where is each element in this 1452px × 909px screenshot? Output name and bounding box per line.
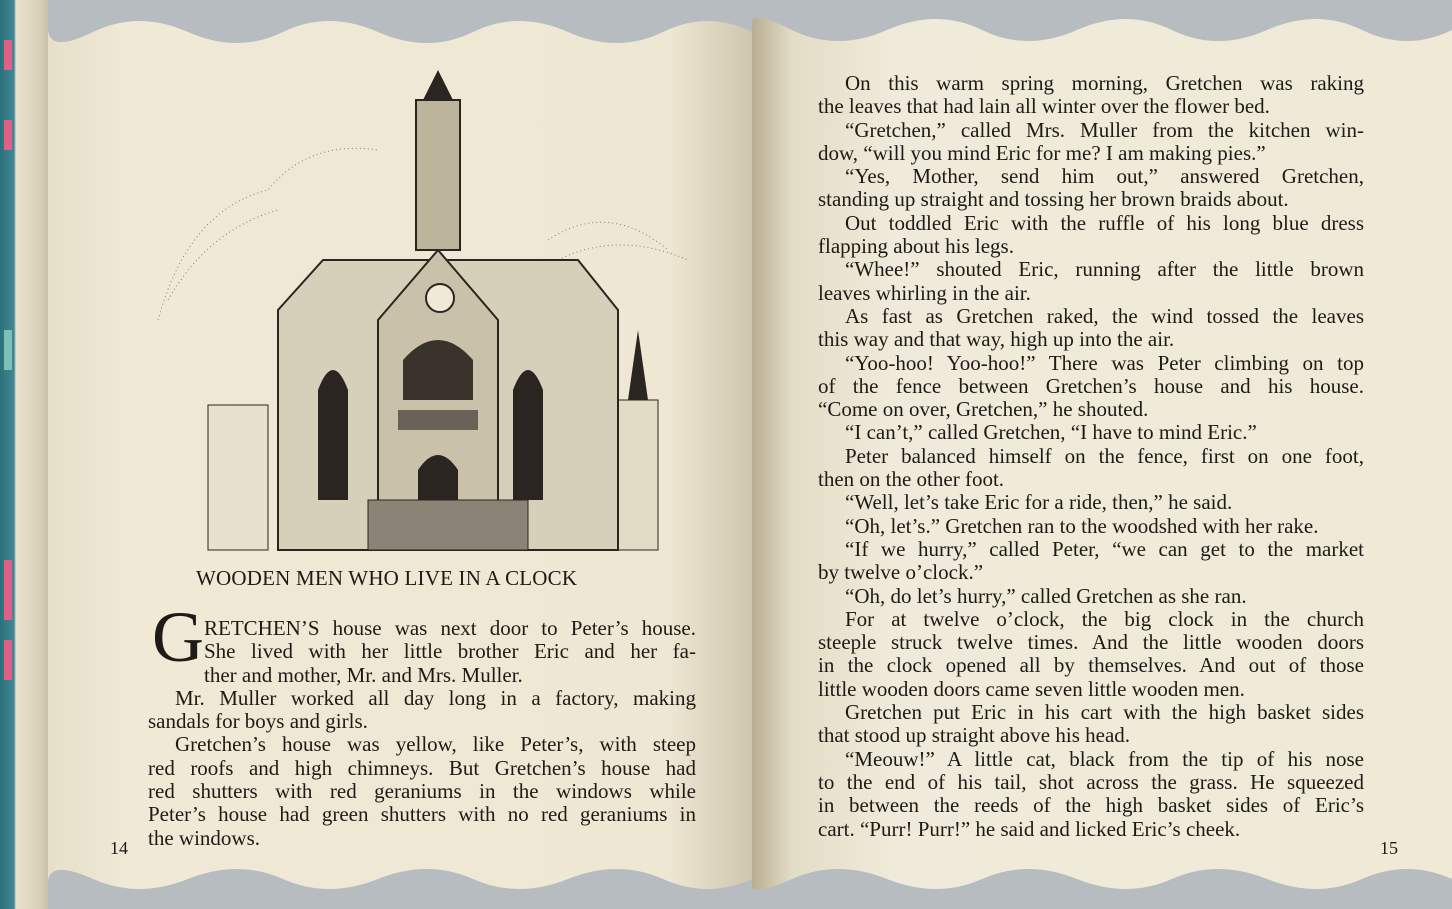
paragraph (818, 258, 1364, 305)
text-line: red roofs and high chimneys. But Gretchen’s house had (148, 755, 696, 780)
paragraph (818, 585, 1364, 608)
paragraph (818, 305, 1364, 352)
paragraph (818, 701, 1364, 748)
text-line: Gretchen put Eric in his cart with the high basket sides (845, 700, 1364, 725)
text-line: the windows. (148, 825, 260, 850)
text-line: ther and mother, Mr. and Mrs. Muller. (204, 662, 523, 687)
right-page (752, 0, 1452, 909)
text-line: As fast as Gretchen raked, the wind tossed the leaves (845, 303, 1364, 328)
text-line: to the end of his tail, shot across the grass. He squeezed (818, 769, 1364, 794)
paragraph (818, 748, 1364, 841)
text-line: by twelve o’clock.” (818, 560, 984, 585)
text-line: Out toddled Eric with the ruffle of his long blue dress (845, 210, 1364, 235)
right-page-text (818, 72, 1364, 841)
paragraph (818, 608, 1364, 701)
text-line: She lived with her little brother Eric and her fa- (204, 639, 696, 664)
paragraph (818, 515, 1364, 538)
paragraph (148, 687, 696, 734)
text-line: that stood up straight above his head. (818, 723, 1131, 748)
text-line: of the fence between Gretchen’s house and his house. (818, 373, 1364, 398)
text-line: cart. “Purr! Purr!” he said and licked Eric’s cheek. (818, 816, 1241, 841)
left-page (48, 0, 752, 909)
text-line: “Oh, let’s.” Gretchen ran to the woodshed with her rake. (845, 513, 1319, 538)
church-illustration (148, 60, 708, 555)
text-line: flapping about his legs. (818, 234, 1014, 259)
paragraph (818, 538, 1364, 585)
text-line: the leaves that had lain all winter over the flower bed. (818, 94, 1270, 119)
text-line: RETCHEN’S house was next door to Peter’s house. (204, 616, 696, 640)
paragraph (818, 119, 1364, 166)
text-line: little wooden doors came seven little wooden men. (818, 676, 1245, 701)
text-line: Peter’s house had green shutters with no red geraniums in (148, 802, 696, 827)
top-wave-border (752, 0, 1452, 60)
text-line: “Whee!” shouted Eric, running after the little brown (845, 257, 1364, 282)
text-line: in the clock opened all by themselves. And out of those (818, 653, 1364, 678)
text-line: Peter balanced himself on the fence, first on one foot, (845, 443, 1364, 468)
text-line: in between the reeds of the high basket sides of Eric’s (818, 793, 1364, 818)
text-line: “Meouw!” A little cat, black from the tip of his nose (845, 746, 1364, 771)
bottom-wave-border (48, 849, 752, 909)
text-line: “Come on over, Gretchen,” he shouted. (818, 397, 1149, 422)
text-line: “Well, let’s take Eric for a ride, then,” he said. (845, 490, 1233, 515)
chapter-title: WOODEN MEN WHO LIVE IN A CLOCK (196, 566, 578, 590)
paragraph (818, 352, 1364, 422)
paragraph (148, 733, 696, 849)
text-line: dow, “will you mind Eric for me? I am making pies.” (818, 140, 1266, 165)
text-line: steeple struck twelve times. And the little wooden doors (818, 630, 1364, 655)
text-line: standing up straight and tossing her brown braids about. (818, 187, 1289, 212)
text-line: “Yes, Mother, send him out,” answered Gretchen, (845, 164, 1364, 189)
text-line: “Yoo-hoo! Yoo-hoo!” There was Peter climbing on top (845, 350, 1364, 375)
page-number: 14 (110, 838, 128, 858)
text-line: “If we hurry,” called Peter, “we can get to the market (845, 536, 1364, 561)
text-line: then on the other foot. (818, 467, 1005, 492)
paragraph (818, 212, 1364, 259)
drop-cap: G (152, 597, 204, 677)
bottom-wave-border (752, 849, 1452, 909)
text-line: “Gretchen,” called Mrs. Muller from the kitchen win- (845, 117, 1364, 142)
text-line: On this warm spring morning, Gretchen was raking (845, 71, 1364, 95)
paragraph (818, 491, 1364, 514)
text-line: For at twelve o’clock, the big clock in the church (845, 606, 1364, 631)
text-line: “Oh, do let’s hurry,” called Gretchen as she ran. (845, 583, 1247, 608)
book-spine-edge (0, 0, 48, 909)
left-page-text (148, 597, 696, 850)
text-line: sandals for boys and girls. (148, 709, 368, 734)
paragraph (818, 72, 1364, 119)
text-line: red shutters with red geraniums in the windows while (148, 779, 696, 804)
text-line: leaves whirling in the air. (818, 280, 1031, 305)
page-number: 15 (1380, 838, 1398, 858)
text-line: Gretchen’s house was yellow, like Peter’s, with steep (175, 732, 696, 757)
first-paragraph (148, 597, 696, 687)
text-line: “I can’t,” called Gretchen, “I have to mind Eric.” (845, 420, 1257, 445)
top-wave-border (48, 0, 752, 60)
paragraph (818, 165, 1364, 212)
paragraph (818, 445, 1364, 492)
text-line: Mr. Muller worked all day long in a factory, making (175, 685, 696, 710)
paragraph (818, 421, 1364, 444)
text-line: this way and that way, high up into the air. (818, 327, 1175, 352)
